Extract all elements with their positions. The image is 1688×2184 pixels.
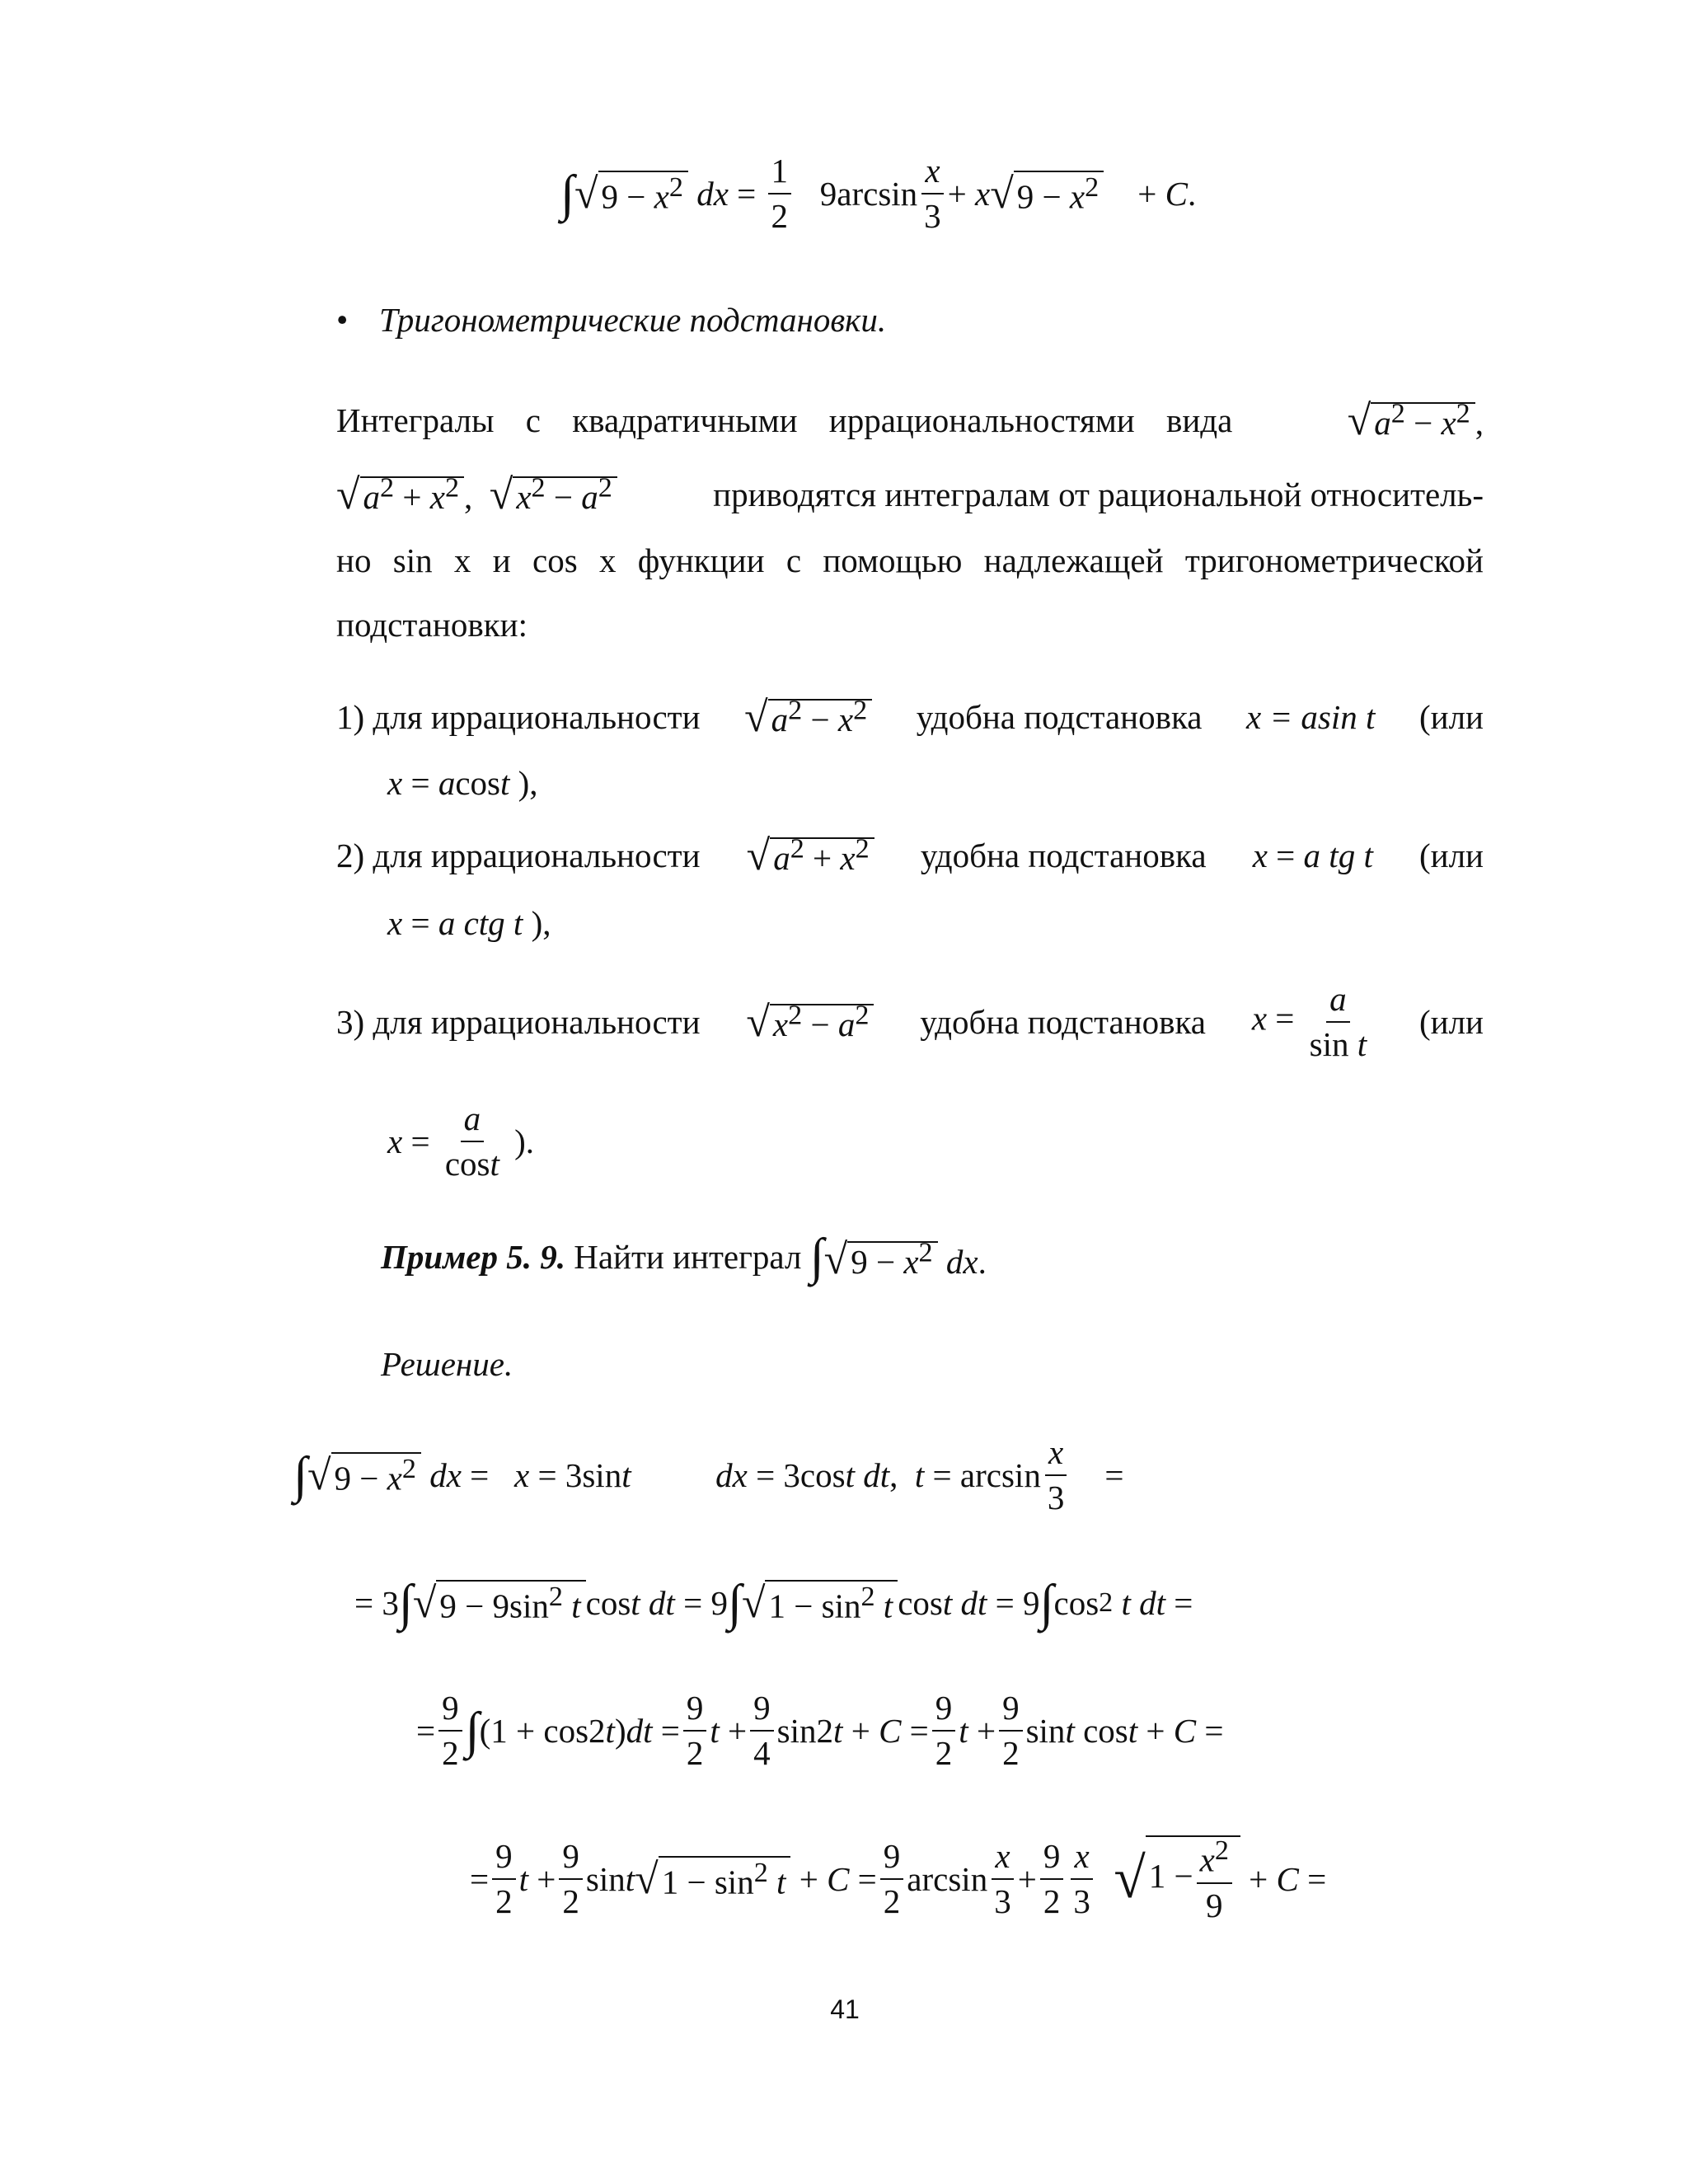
example-line: [381, 1220, 987, 1294]
list-item-2-radical: $√a^2 + x^2$: [747, 832, 874, 880]
list-item-3-alt: x = $\frac{a}{\cos t}$ ).: [387, 1099, 535, 1183]
intro-line-2: [336, 462, 1484, 527]
list-item-1-alt-open: (или: [1418, 698, 1484, 736]
list-item-2-alt: x = a ctg t ),: [387, 904, 551, 942]
intro-line-3: но sin x и cos x функции с помощью надлежащей тригонометрической: [336, 541, 1484, 579]
list-item-3-alt-open: (или: [1419, 1003, 1484, 1041]
list-item-2-alt-open: (или: [1418, 837, 1484, 874]
intro-line-2-text: приводятся интегралам от рациональной относитель-: [713, 476, 1484, 513]
list-item-3-sub: x = $\frac{a}{\text{sin t}}$: [1251, 980, 1367, 1063]
solution-line-3: = $\frac{9}{2}$ ∫ (1 + cos2 t ) dt = $\frac{9}{2}$ t + $\frac{9}{4}$ sin2 t + C = $\frac{9}{2}$ t + $\frac{9}{2}$ sin t cos t + C =: [416, 1689, 1224, 1772]
list-item-1-lead: 1) для иррациональности: [336, 698, 701, 736]
list-item-2-sub: x = a tg t: [1252, 837, 1373, 874]
intro-line-1-text: Интегралы с квадратичными иррациональностями вида: [336, 401, 1233, 439]
list-item-3: [336, 977, 1484, 1067]
intro-line-2-math: $√a^2 + x^2$ , $√x^2 - a^2$: [336, 471, 617, 519]
solution-line-4: = $\frac{9}{2}$ t + $\frac{9}{2}$ sin t √ $1 - \sin^2 t$ + C = $\frac{9}{2}$ arcsin $\frac{x}{3}$ + $\frac{9}{2}$ $\frac{x}{3}$ √ 1 − $\frac{x^2}{9}$ + C =: [470, 1835, 1327, 1924]
intro-line-1-math: $√a^2 - x^2$ ,: [1347, 396, 1484, 444]
page-number: 41: [830, 1994, 860, 2024]
solution-line-1: ∫ √ $9 - x^2$ dx = x = 3sin t dx = 3cos t dt , t = arcsin $\frac{x}{3}$ =: [293, 1433, 1124, 1516]
bullet-text: Тригонометрические подстановки.: [379, 301, 887, 339]
list-item-3-mid: удобна подстановка: [920, 1003, 1206, 1041]
bullet-heading: [336, 295, 886, 344]
list-item-2-lead: 2) для иррациональности: [336, 837, 701, 874]
list-item-1-mid: удобна подстановка: [916, 698, 1203, 736]
bullet-dot: •: [336, 301, 349, 339]
example-formula: $\int√9 - x^2$ dx.: [809, 1228, 987, 1285]
list-item-3-lead: 3) для иррациональности: [336, 1003, 701, 1041]
solution-label: Решение.: [381, 1345, 513, 1383]
formula-top: ∫ √ $9 - x^2$ dx = $\frac{1}{2}$ 9arcsin $\frac{x}{3}$ + x √ $9 - x^2$ + C .: [560, 152, 1197, 235]
list-item-3-radical: $√x^2 - a^2$: [746, 998, 874, 1047]
solution-line-2: = 3 ∫ √ $9 - 9\sin^2$ t cos t dt = 9 ∫ √ $1 - \sin^2 t$ cos t dt = 9 ∫ cos 2 t dt =: [354, 1574, 1193, 1631]
list-item-1: [336, 684, 1484, 750]
list-item-2: [336, 823, 1484, 888]
example-label: Пример 5. 9.: [381, 1238, 565, 1276]
intro-line-4: подстановки:: [336, 606, 528, 644]
example-text: Найти интеграл: [574, 1238, 802, 1276]
list-item-1-sub: x = asin t: [1246, 698, 1376, 736]
list-item-2-mid: удобна подстановка: [920, 837, 1207, 874]
list-item-1-alt: x = acost ),: [387, 764, 538, 802]
intro-line-1: [336, 387, 1484, 453]
list-item-1-radical: $√a^2 - x^2$: [744, 693, 872, 742]
